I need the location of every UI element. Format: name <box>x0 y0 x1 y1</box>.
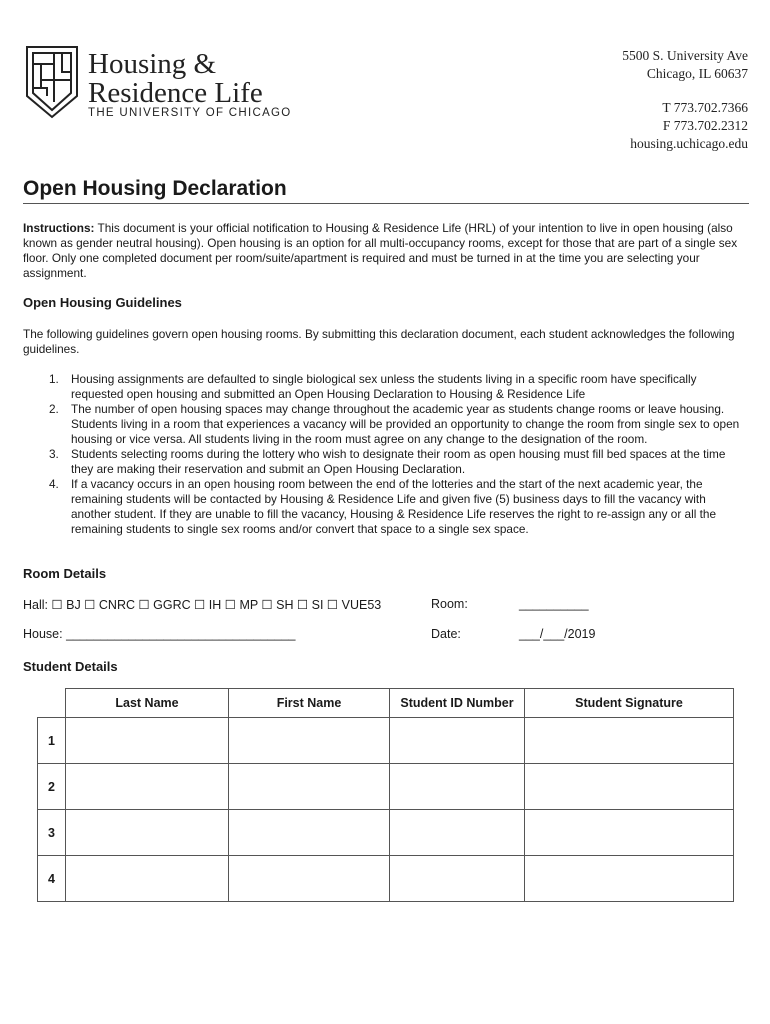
last-name-cell[interactable] <box>66 810 229 856</box>
column-header-first-name: First Name <box>229 689 390 718</box>
room-details-heading: Room Details <box>23 566 107 581</box>
signature-cell[interactable] <box>525 810 734 856</box>
brand-name-line2: Residence Life <box>88 77 263 109</box>
first-name-cell[interactable] <box>229 856 390 902</box>
student-id-cell[interactable] <box>390 810 525 856</box>
guideline-item <box>23 477 749 537</box>
student-details-table <box>37 688 734 902</box>
last-name-cell[interactable] <box>66 764 229 810</box>
page-title: Open Housing Declaration <box>23 177 287 200</box>
table-row <box>38 810 734 856</box>
guideline-number: 1. <box>49 372 59 386</box>
first-name-cell[interactable] <box>229 810 390 856</box>
address-street: 5500 S. University Ave <box>622 48 748 63</box>
guideline-item <box>23 447 749 477</box>
guidelines-heading: Open Housing Guidelines <box>23 295 182 310</box>
student-id-cell[interactable] <box>390 856 525 902</box>
guidelines-intro: The following guidelines govern open housing rooms. By submitting this declaration document, each student acknowledges the following guidelines. <box>23 327 735 356</box>
brand-university: THE UNIVERSITY OF CHICAGO <box>88 107 292 119</box>
guideline-text: Housing assignments are defaulted to single biological sex unless the students living in a specific room have specifically requested open housing and submitted an Open Housing Declaration to Housing & Residence Life <box>71 372 697 401</box>
table-row <box>38 856 734 902</box>
table-header-row <box>38 689 734 718</box>
guideline-number: 4. <box>49 477 59 491</box>
column-header-student-id: Student ID Number <box>390 689 525 718</box>
instructions-text: This document is your official notification to Housing & Residence Life (HRL) of your intention to live in open housing (also known as gender neutral housing). Open housing is an option for all multi-occupancy rooms, except for those that are part of a single sex floor. Only one completed document per room/suite/apartment is required and must be turned in at the time you are selecting your assignment. <box>23 221 738 280</box>
guideline-item <box>23 402 749 447</box>
table-corner-cell <box>38 689 66 718</box>
guideline-text: Students selecting rooms during the lottery who wish to designate their room as open housing must fill bed spaces at the time they are making their reservation and submit an Open Housing Declaration. <box>71 447 726 476</box>
table-row <box>38 764 734 810</box>
website-link[interactable]: housing.uchicago.edu <box>630 136 748 151</box>
title-divider <box>23 203 749 204</box>
last-name-cell[interactable] <box>66 856 229 902</box>
hall-checkbox-row[interactable]: Hall: ☐ BJ ☐ CNRC ☐ GGRC ☐ IH ☐ MP ☐ SH ☐ SI ☐ VUE53 <box>23 598 382 612</box>
instructions-paragraph <box>23 221 747 281</box>
row-number: 2 <box>38 764 66 810</box>
signature-cell[interactable] <box>525 856 734 902</box>
guideline-number: 3. <box>49 447 59 461</box>
phone-number: T 773.702.7366 <box>662 100 748 115</box>
date-label: Date: <box>431 627 461 641</box>
brand-name-line1: Housing & <box>88 48 217 80</box>
student-id-cell[interactable] <box>390 718 525 764</box>
guideline-text: The number of open housing spaces may change throughout the academic year as students change rooms or leave housing. Students living in a room that experiences a vacancy will be provided an opportunity to change the room from single sex to open housing or vice versa. All students living in the room must agree on any change to the designation of the room. <box>71 402 740 446</box>
guideline-text: If a vacancy occurs in an open housing room between the end of the lotteries and the start of the next academic year, the remaining students will be contacted by Housing & Residence Life and given five (5) business days to fill the vacancy with another student. If they are unable to fill the vacancy, Housing & Residence Life reserves the right to re-assign any or all the remaining students to single sex rooms and/or convert that space to a single sex space. <box>71 477 717 536</box>
column-header-last-name: Last Name <box>66 689 229 718</box>
row-number: 3 <box>38 810 66 856</box>
signature-cell[interactable] <box>525 764 734 810</box>
date-input-line[interactable]: ___/___/2019 <box>519 627 596 641</box>
room-input-line[interactable]: __________ <box>519 597 589 611</box>
address-city: Chicago, IL 60637 <box>646 66 748 81</box>
student-details-heading: Student Details <box>23 659 118 674</box>
first-name-cell[interactable] <box>229 718 390 764</box>
student-id-cell[interactable] <box>390 764 525 810</box>
guidelines-list <box>23 372 749 537</box>
last-name-cell[interactable] <box>66 718 229 764</box>
house-input-line[interactable]: House: _________________________________ <box>23 627 296 641</box>
guideline-number: 2. <box>49 402 59 416</box>
row-number: 4 <box>38 856 66 902</box>
instructions-label: Instructions: <box>23 221 95 235</box>
first-name-cell[interactable] <box>229 764 390 810</box>
table-row <box>38 718 734 764</box>
signature-cell[interactable] <box>525 718 734 764</box>
university-shield-logo <box>24 44 80 120</box>
row-number: 1 <box>38 718 66 764</box>
fax-number: F 773.702.2312 <box>662 118 748 133</box>
room-label: Room: <box>431 597 468 611</box>
guideline-item <box>23 372 749 402</box>
column-header-signature: Student Signature <box>525 689 734 718</box>
